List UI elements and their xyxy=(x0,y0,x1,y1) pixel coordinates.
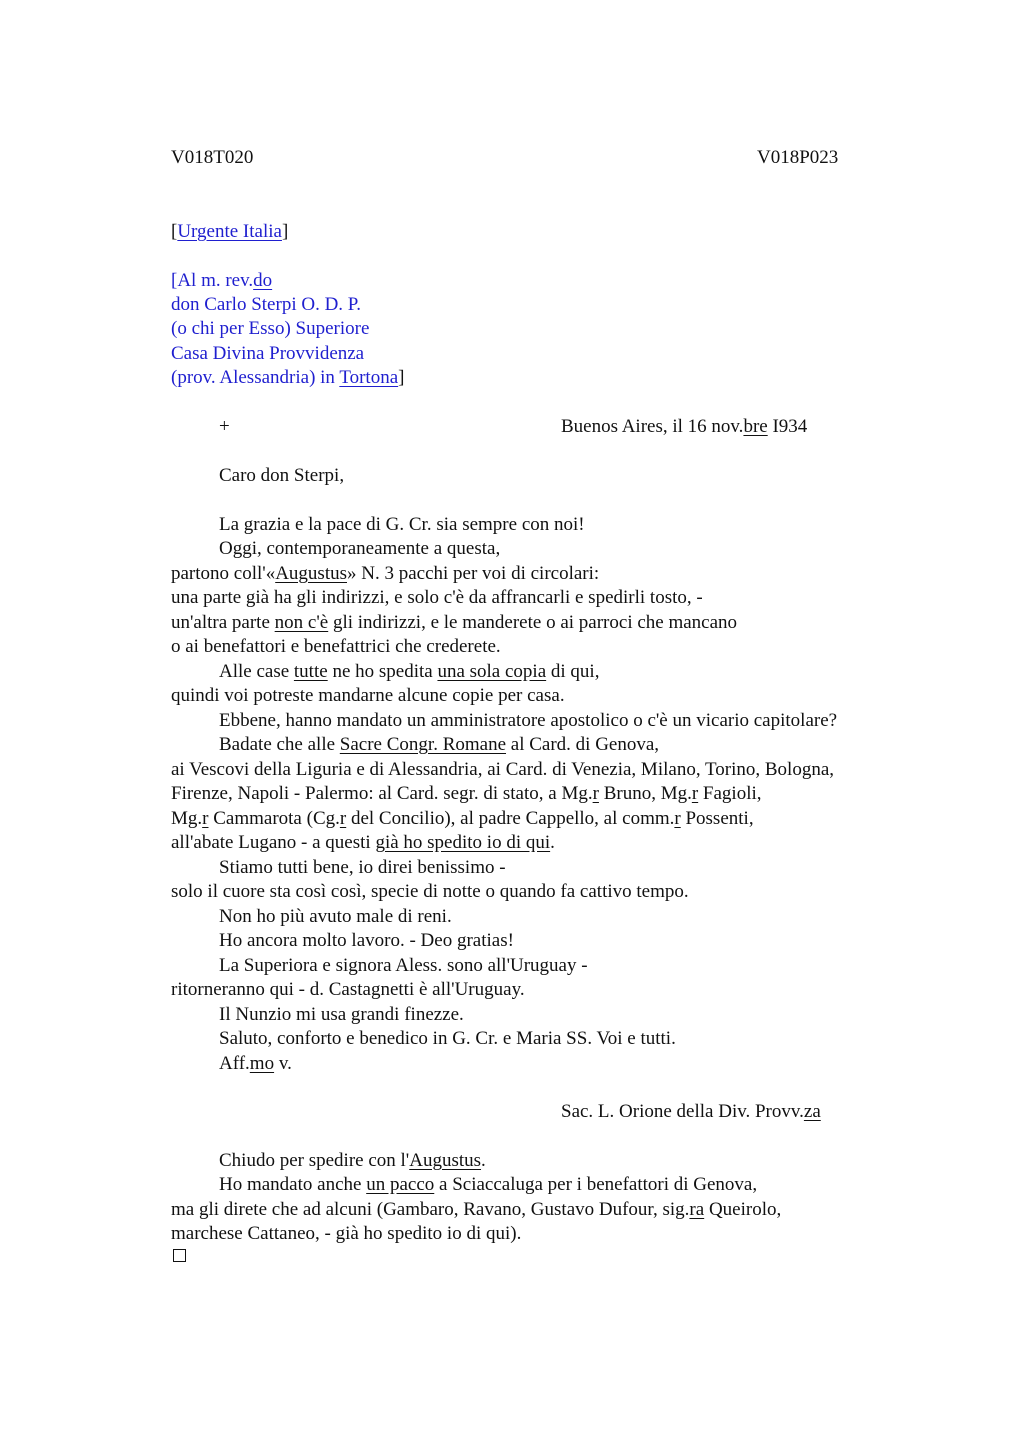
text-run: . xyxy=(481,1150,486,1171)
bracket-close: ] xyxy=(398,367,405,388)
urgency-tag xyxy=(171,220,288,244)
postscript-line xyxy=(219,1149,486,1173)
dateline xyxy=(561,415,807,439)
address-text: [Al m. rev. xyxy=(171,270,254,291)
signature xyxy=(561,1100,821,1124)
text-run: all'abate Lugano - a questi xyxy=(171,832,376,853)
text-run: Possenti, xyxy=(680,808,754,829)
text-run: » N. 3 pacchi per voi di circolari: xyxy=(347,563,600,584)
text-run: Ho mandato anche xyxy=(219,1174,367,1195)
underlined-text: già ho spedito io di qui xyxy=(375,832,551,853)
bracket-close: ] xyxy=(281,221,289,242)
underlined-text: r xyxy=(339,808,347,829)
city-link[interactable]: Tortona xyxy=(339,367,399,388)
text-run: al Card. di Genova, xyxy=(506,734,660,755)
body-line xyxy=(171,831,555,855)
text-run: Aff. xyxy=(219,1053,250,1074)
body-line: Ho ancora molto lavoro. - Deo gratias! xyxy=(219,930,514,951)
body-line xyxy=(219,733,659,757)
underlined-text: ra xyxy=(689,1199,705,1220)
text-run: ma gli direte che ad alcuni (Gambaro, Ravano, Gustavo Dufour, sig. xyxy=(171,1199,690,1220)
dateline-year: I934 xyxy=(767,416,808,437)
text-run: Badate che alle xyxy=(219,734,340,755)
body-line: Saluto, conforto e benedico in G. Cr. e Maria SS. Voi e tutti. xyxy=(219,1028,676,1049)
body-line: La grazia e la pace di G. Cr. sia sempre con noi! xyxy=(219,514,585,535)
text-run: Firenze, Napoli - Palermo: al Card. segr. di stato, a Mg. xyxy=(171,783,593,804)
text-run: di qui, xyxy=(546,661,600,682)
underlined-text: r xyxy=(691,783,699,804)
text-run: Mg. xyxy=(171,808,203,829)
postscript-line xyxy=(171,1198,781,1222)
text-run: Fagioli, xyxy=(698,783,762,804)
underlined-text: tutte xyxy=(293,661,328,682)
body-line: Ebbene, hanno mandato un amministratore apostolico o c'è un vicario capitolare? xyxy=(219,710,838,731)
document-code-right: V018P023 xyxy=(757,147,839,168)
signature-superscript: za xyxy=(803,1101,821,1122)
text-run: Alle case xyxy=(219,661,294,682)
bracket-open: [ xyxy=(171,221,178,242)
body-line xyxy=(171,807,754,831)
underlined-text: r xyxy=(202,808,209,829)
underlined-text: mo xyxy=(249,1053,275,1074)
address-line-5 xyxy=(171,366,404,390)
body-line: Non ho più avuto male di reni. xyxy=(219,906,452,927)
underlined-text: r xyxy=(674,808,681,829)
address-line-1 xyxy=(171,269,272,293)
text-run: . xyxy=(550,832,555,853)
underlined-text: una sola copia xyxy=(437,661,547,682)
text-run: Bruno, Mg. xyxy=(598,783,692,804)
document-code-left: V018T020 xyxy=(171,147,254,168)
body-line: Il Nunzio mi usa grandi finezze. xyxy=(219,1004,464,1025)
text-run: un'altra parte xyxy=(171,612,275,633)
text-run: Chiudo per spedire con l' xyxy=(219,1150,410,1171)
body-line xyxy=(171,562,599,586)
body-line: ai Vescovi della Liguria e di Alessandria, ai Card. di Venezia, Milano, Torino, Bologna, xyxy=(171,759,834,780)
text-run: v. xyxy=(274,1053,292,1074)
underlined-text: Sacre Congr. Romane xyxy=(339,734,507,755)
underlined-text: un pacco xyxy=(366,1174,435,1195)
address-superscript: do xyxy=(253,270,273,291)
text-run: del Concilio), al padre Cappello, al comm. xyxy=(346,808,675,829)
greeting: Caro don Sterpi, xyxy=(219,465,345,486)
body-line: o ai benefattori e benefattrici che crederete. xyxy=(171,636,501,657)
text-run: a Sciaccaluga per i benefattori di Genova, xyxy=(434,1174,758,1195)
dateline-superscript: bre xyxy=(743,416,768,437)
body-line: Oggi, contemporaneamente a questa, xyxy=(219,538,501,559)
dateline-text: Buenos Aires, il 16 nov. xyxy=(561,416,744,437)
text-run: partono coll'« xyxy=(171,563,276,584)
text-run: Queirolo, xyxy=(704,1199,782,1220)
address-line-3: (o chi per Esso) Superiore xyxy=(171,318,370,339)
text-run: Cammarota (Cg. xyxy=(208,808,340,829)
body-line xyxy=(219,660,599,684)
address-line-4: Casa Divina Provvidenza xyxy=(171,343,365,364)
underlined-text: Augustus xyxy=(275,563,347,584)
closing xyxy=(219,1052,292,1076)
body-line xyxy=(171,782,762,806)
underlined-text: r xyxy=(592,783,599,804)
signature-text: Sac. L. Orione della Div. Provv. xyxy=(561,1101,804,1122)
body-line: La Superiora e signora Aless. sono all'Uruguay - xyxy=(219,955,588,976)
postscript-line xyxy=(219,1173,757,1197)
postscript-line: marchese Cattaneo, - già ho spedito io di qui). xyxy=(171,1223,522,1244)
underlined-text: Augustus xyxy=(409,1150,482,1171)
body-line: Stiamo tutti bene, io direi benissimo - xyxy=(219,857,506,878)
body-line: quindi voi potreste mandarne alcune copie per casa. xyxy=(171,685,565,706)
body-line: una parte già ha gli indirizzi, e solo c'è da affrancarli e spedirli tosto, - xyxy=(171,587,703,608)
body-line: ritorneranno qui - d. Castagnetti è all'Uruguay. xyxy=(171,979,525,1000)
text-run: gli indirizzi, e le manderete o ai parroci che mancano xyxy=(328,612,738,633)
address-line-2: don Carlo Sterpi O. D. P. xyxy=(171,294,361,315)
square-outline-icon xyxy=(173,1249,186,1262)
body-line: solo il cuore sta così così, specie di notte o quando fa cattivo tempo. xyxy=(171,881,689,902)
body-line xyxy=(171,611,737,635)
underlined-text: non c'è xyxy=(274,612,329,633)
cross-mark: + xyxy=(219,416,230,437)
urgency-link[interactable]: Urgente Italia xyxy=(177,221,282,242)
text-run: ne ho spedita xyxy=(327,661,438,682)
address-text: (prov. Alessandria) in xyxy=(171,367,340,388)
